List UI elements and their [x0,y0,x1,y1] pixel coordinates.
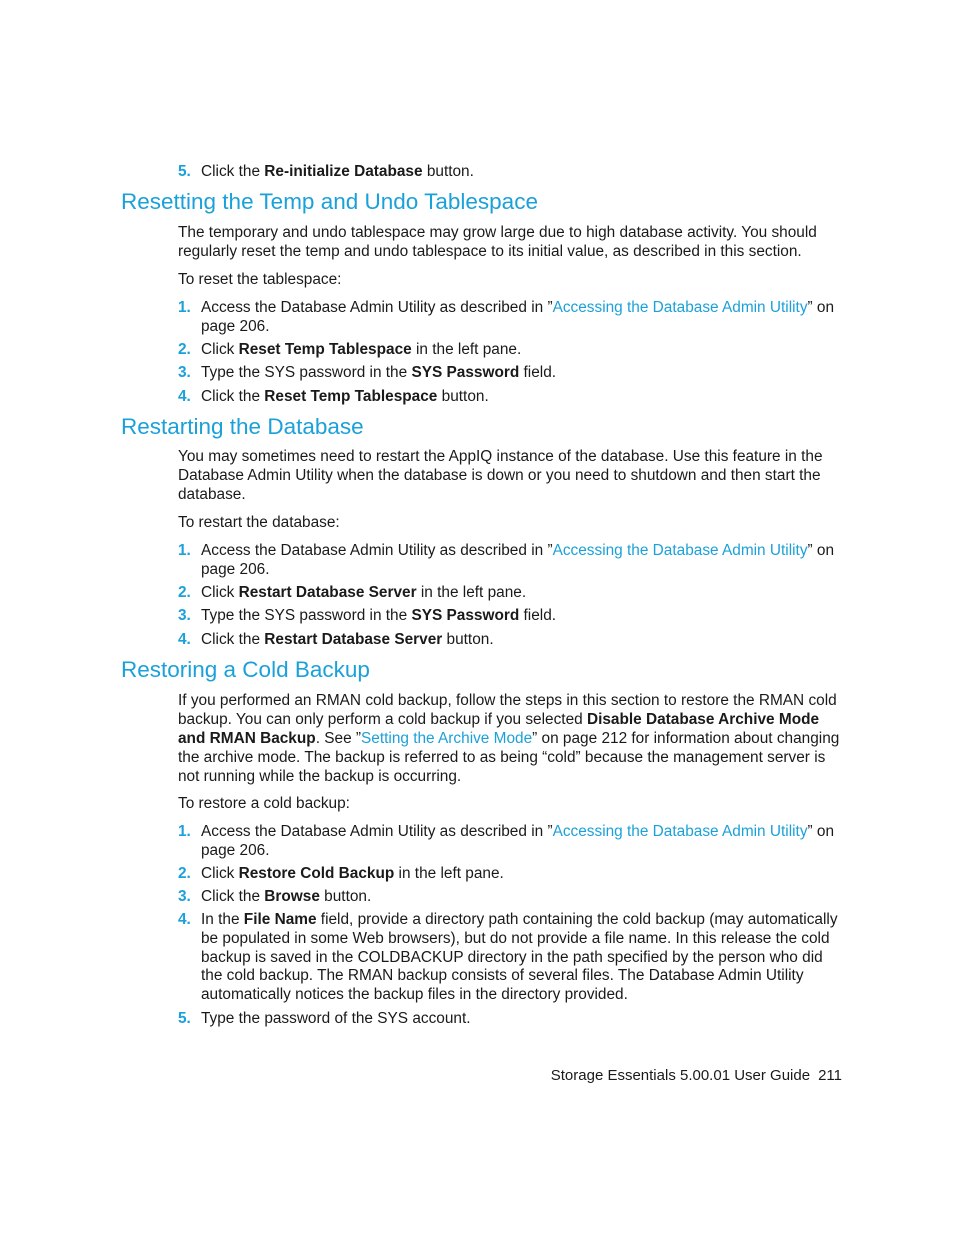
step-text: Click Reset Temp Tablespace in the left pane. [201,341,522,358]
ui-label: Browse [264,888,320,905]
step-text: Click the Restart Database Server button. [201,631,494,648]
step-number: 3. [178,607,191,624]
step-5 [178,1010,840,1029]
step-number: 1. [178,823,191,840]
cross-reference-link[interactable]: Setting the Archive Mode [361,729,533,747]
step-number: 2. [178,865,191,882]
step-text: In the File Name field, provide a directory path containing the cold backup (may automatically be populated in some Web browsers), but do not provide a file name. In this release the cold backup is saved in the COLDBACKUP directory in the path specified by the person who did the cold backup. The RMAN backup consists of several files. The Database Admin Utility automatically notices the backup files in the directory provided. [201,911,838,1004]
step-text: Type the SYS password in the SYS Password field. [201,364,557,381]
step-text: Click the Re-initialize Database button. [201,163,474,180]
step-2 [178,341,840,360]
ui-label: Restore Cold Backup [238,865,395,882]
step-text: Click the Reset Temp Tablespace button. [201,388,489,405]
ui-label: SYS Password [411,364,520,381]
step-1 [178,823,840,861]
procedure-lead: To restart the database: [178,514,340,531]
procedure-lead: To restore a cold backup: [178,795,350,812]
ui-label: Restart Database Server [264,631,443,648]
step-3 [178,607,840,626]
step-number: 2. [178,584,191,601]
ui-label: Restart Database Server [238,584,417,601]
section-heading-restore-cold-backup: Restoring a Cold Backup [121,657,370,682]
step-number: 1. [178,542,191,559]
procedure-lead: To reset the tablespace: [178,271,342,288]
page-footer [551,1066,842,1086]
step-text: Access the Database Admin Utility as described in ”Accessing the Database Admin Utility” on page 206. [201,823,835,859]
step-2 [178,865,840,884]
step-text: Click the Browse button. [201,888,372,905]
ui-label: Re-initialize Database [264,163,423,180]
step-text: Access the Database Admin Utility as described in ”Accessing the Database Admin Utility” on page 206. [201,299,835,335]
ui-label: Reset Temp Tablespace [238,341,412,358]
ui-label: Reset Temp Tablespace [264,388,438,405]
step-1 [178,542,840,580]
section-heading-reset-tablespace: Resetting the Temp and Undo Tablespace [121,189,538,214]
cross-reference-link[interactable]: Accessing the Database Admin Utility [552,823,808,840]
step-number: 1. [178,299,191,316]
step-number: 3. [178,888,191,905]
cross-reference-link[interactable]: Accessing the Database Admin Utility [552,299,808,316]
step-2 [178,584,840,603]
step-4 [178,388,840,407]
step-text: Type the SYS password in the SYS Password field. [201,607,557,624]
section-intro: You may sometimes need to restart the AppIQ instance of the database. Use this feature in the Database Admin Utility when the database is down or you need to shutdown and then start the database. [178,448,823,503]
section-intro: The temporary and undo tablespace may grow large due to high database activity. You should regularly reset the temp and undo tablespace to its initial value, as described in this section. [178,224,817,260]
step-number: 4. [178,911,191,928]
step-number: 2. [178,341,191,358]
step-1 [178,299,840,337]
step-text: Type the password of the SYS account. [201,1010,471,1027]
step-number: 4. [178,388,191,405]
ui-label: File Name [243,911,317,928]
step-4 [178,631,840,650]
step-4 [178,911,840,1005]
ui-label: SYS Password [411,607,520,624]
step-number: 5. [178,1010,191,1027]
guide-title: Storage Essentials 5.00.01 User Guide [550,1067,811,1084]
step-3 [178,364,840,383]
section-intro: If you performed an RMAN cold backup, follow the steps in this section to restore the RMAN cold backup. You can only perform a cold backup if you selected Disable Database Archive Mode and RMAN Backup. See ”Setting the Archive Mode” on page 212 for information about changing the archive mode. The backup is referred to as being “cold” because the management server is not running while the backup is occurring. [178,692,840,785]
step-3 [178,888,840,907]
step-reinitialize [178,163,840,182]
cross-reference-link[interactable]: Accessing the Database Admin Utility [552,542,808,559]
section-heading-restart-database: Restarting the Database [121,414,364,439]
step-text: Access the Database Admin Utility as described in ”Accessing the Database Admin Utility” on page 206. [201,542,835,578]
step-number: 5. [178,163,191,180]
page-number: 211 [818,1067,842,1084]
step-text: Click Restore Cold Backup in the left pane. [201,865,504,882]
ui-label: Disable Database Archive Mode and RMAN Backup [178,710,820,747]
step-text: Click Restart Database Server in the left pane. [201,584,527,601]
step-number: 4. [178,631,191,648]
step-number: 3. [178,364,191,381]
